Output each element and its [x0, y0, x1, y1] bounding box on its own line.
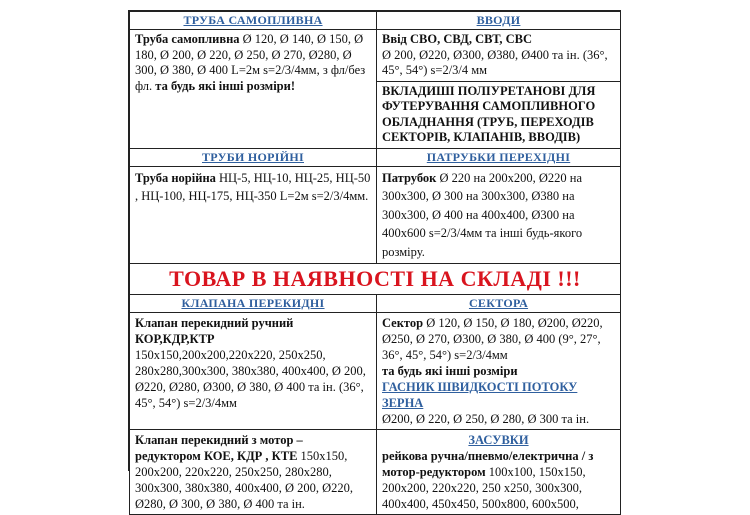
gasnyk-title: ГАСНИК ШВИДКОСТІ ПОТОКУ ЗЕРНА: [382, 380, 578, 410]
heading-sektora: СЕКТОРА: [377, 295, 621, 313]
cell-vvody: [377, 30, 621, 82]
cell-truba-samoplyvna: [130, 30, 377, 149]
heading-zasuvky: ЗАСУВКИ: [468, 433, 529, 447]
truba-samoplyvna-lead: Труба самопливна: [135, 32, 240, 46]
cell-patrubky: [377, 166, 621, 264]
zasuvky-body: 100х100, 150х150, 200х200, 220х220, 250 х250, 300х300, 400х400, 450х450, 500х800, 600х500,: [382, 465, 586, 511]
heading-truby-noriini: ТРУБИ НОРІЙНІ: [130, 148, 377, 166]
zasuvky-lead: рейкова ручна/пневмо/електрична / з мотор-редуктором: [382, 449, 594, 479]
heading-vvody: ВВОДИ: [377, 12, 621, 30]
sektora-lead: Сектор: [382, 316, 424, 330]
cell-sektora: [377, 313, 621, 430]
vvody-lead: Ввід СВО, СВД, СВТ, СВС: [382, 32, 533, 46]
heading-klapana: КЛАПАНА ПЕРЕКИДНІ: [130, 295, 377, 313]
sektora-tail: та будь які інші розміри: [382, 364, 518, 378]
cell-vkladyshi: ВКЛАДИШІ ПОЛІУРЕТАНОВІ ДЛЯ ФУТЕРУВАННЯ САМОПЛИВНОГО ОБЛАДНАННЯ (ТРУБ, ПЕРЕХОДІВ СЕКТОРІВ, КЛАПАНІВ, ВВОДІВ): [377, 81, 621, 148]
truby-noriini-lead: Труба норійна: [135, 170, 216, 185]
klapan-motor-lead: Клапан перекидний з мотор – редуктором КОЕ, КДР , КТЕ: [135, 433, 303, 463]
product-table: [129, 11, 621, 515]
cell-klapan-motor: [130, 430, 377, 515]
truba-samoplyvna-body: Ø 120, Ø 140, Ø 150, Ø 180, Ø 200, Ø 220, Ø 250, Ø 270, Ø280, Ø 300, Ø 380, Ø 400 L=2м s=2/3/4мм, з фл/без фл.: [135, 32, 366, 93]
cell-zasuvky: [377, 430, 621, 515]
vvody-body: Ø 200, Ø220, Ø300, Ø380, Ø400 та ін. (36°, 45°, 54°) s=2/3/4 мм: [382, 47, 608, 77]
patrubky-body: Ø 220 на 200х200, Ø220 на 300х300, Ø 300 на 300х300, Ø380 на 300х300, Ø 400 на 400х400, Ø300 на 400х600 s=2/3/4мм та інші будь-якого розміру.: [382, 170, 583, 259]
product-sheet: [128, 10, 621, 511]
klapana-lead: Клапан перекидний ручний КОР,КДР,КТР: [135, 316, 294, 346]
truba-samoplyvna-tail: та будь які інші розміри!: [155, 78, 295, 93]
sektora-body: Ø 120, Ø 150, Ø 180, Ø200, Ø220, Ø250, Ø 270, Ø300, Ø 380, Ø 400 (9°, 27°, 36°, 45°, 54°) s=2/3/4мм: [382, 316, 603, 362]
truby-noriini-body: НЦ-5, НЦ-10, НЦ-25, НЦ-50 , НЦ-100, НЦ-175, НЦ-350 L=2м s=2/3/4мм.: [135, 170, 371, 203]
patrubky-lead: Патрубок: [382, 170, 437, 185]
klapan-motor-body: 150х150, 200х200, 220х220, 250х250, 280х280, 300х300, 380х380, 400х400, Ø 200, Ø220, Ø280, Ø 300, Ø 380, Ø 400 та ін.: [135, 449, 354, 511]
klapana-body: 150х150,200х200,220х220, 250х250, 280х280,300х300, 380х380, 400х400, Ø 200, Ø220, Ø280, Ø300, Ø 380, Ø 400 та ін. (36°, 45°, 54°) s=2/3/4мм: [135, 348, 366, 410]
stock-banner: ТОВАР В НАЯВНОСТІ НА СКЛАДІ !!!: [130, 264, 621, 295]
cell-klapana: [130, 313, 377, 430]
heading-truba-samoplyvna: ТРУБА САМОПЛИВНА: [130, 12, 377, 30]
heading-patrubky: ПАТРУБКИ ПЕРЕХІДНІ: [377, 148, 621, 166]
gasnyk-body: Ø200, Ø 220, Ø 250, Ø 280, Ø 300 та ін.: [382, 412, 590, 426]
cell-truby-noriini: [130, 166, 377, 264]
